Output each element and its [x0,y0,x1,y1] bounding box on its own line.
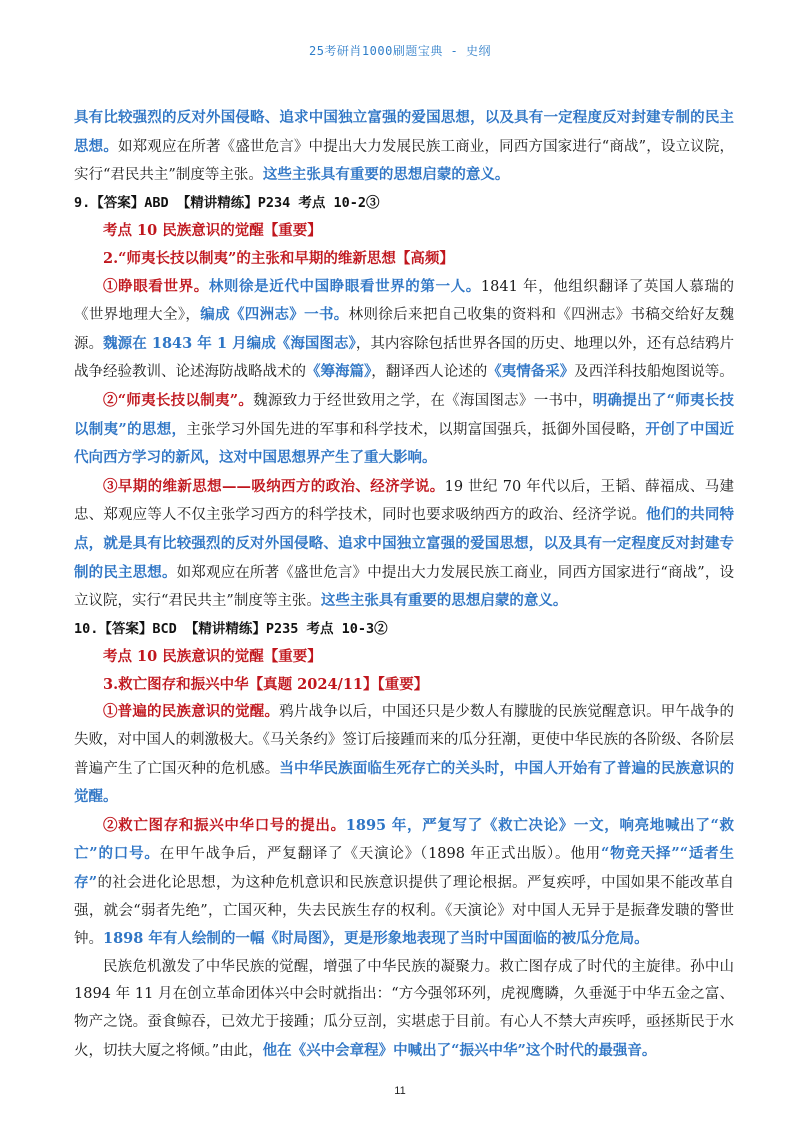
text-run: ②救亡图存和振兴中华口号的提出。 [103,816,346,834]
paragraph-lin-zexu [74,273,734,387]
text-run: 编成《四洲志》一书。 [200,306,349,324]
answer-10: 10.【答案】BCD 【精讲精练】P235 考点 10-3② [74,620,388,637]
text-run: 他在《兴中会章程》中喊出了“振兴中华”这个时代的最强音。 [262,1041,657,1059]
text-run: ，其内容除包括世界各国的历史、地理以外，还有总结鸦片战争经验教训、论述海防战略战术的 [74,335,735,381]
text-run: 《筹海篇》 [306,363,372,381]
text-run: 19 世纪 70 年代以后，王韬、薛福成、马建忠、郑观应等人不仅主张学习西方的科学技术，同时也要求吸纳西方的政治、经济学说。 [74,478,734,524]
text-run: 这些主张具有重要的思想启蒙的意义。 [262,166,510,184]
page-number: 11 [394,1085,406,1097]
text-run: 的社会进化论思想，为这种危机意识和民族意识提供了理论根据。严复疾呼，中国如果不能改革自强，就会“弱者先绝”，亡国灭种，失去民族生存的权利。《天演论》对中国人无异于是振聋发聩的警世钟。 [74,875,734,948]
text-run: 1895 年，严复写了《救亡决论》一文，响亮地喊出了“救亡”的口号。 [74,816,735,863]
text-run: 这些主张具有重要的思想启蒙的意义。 [320,592,568,610]
kp10-heading-b: 考点 10 民族意识的觉醒【重要】 [103,648,322,666]
text-run: 1898 年有人绘制的一幅《时局图》，更是形象地表现了当时中国面临的被瓜分危局。 [103,930,649,948]
text-run: 及西洋科技船炮图说等。 [574,364,734,381]
text-run: 《夷情备采》 [487,363,575,381]
subheading-2: 2.“师夷长技以制夷”的主张和早期的维新思想【高频】 [103,249,454,267]
text-run: 魏源致力于经世致用之学，在《海国图志》一书中， [253,392,593,409]
text-run: 如郑观应在所著《盛世危言》中提出大力发展民族工商业，同西方国家进行“商战”，设立议院，实行“君民共主”制度等主张。 [74,564,735,610]
text-run: 鸦片战争以后，中国还只是少数人有朦胧的民族觉醒意识。甲午战争的失败，对中国人的刺激极大。《马关条约》签订后接踵而来的瓜分狂潮，更使中华民族的各阶级、各阶层普遍产生了亡国灭种的危机感。 [74,704,735,777]
text-run: 民族危机激发了中华民族的觉醒，增强了中华民族的凝聚力。救亡图存成了时代的主旋律。孙中山 1894 年 11 月在创立革命团体兴中会时就指出：“方今强邻环列，虎视鹰瞵，久垂涎于中华五金之富、物产之饶。蚕食鲸吞，已效尤于接踵；瓜分豆剖，实堪虑于目前。有心人不禁大声疾呼，亟拯斯民于水火，切扶大厦之将倾。”由此， [74,958,734,1059]
text-run: 在甲午战争后，严复翻译了《天演论》（1898 年正式出版）。他用 [159,846,601,863]
text-run: 主张学习外国先进的军事和科学技术，以期富国强兵，抵御外国侵略， [186,421,646,438]
paragraph-early-reform [74,473,734,616]
text-run: 魏源在 1843 年 1 月编成《海国图志》 [103,334,356,352]
text-run: 当中华民族面临生死存亡的关头时，中国人开始有了普遍的民族意识的觉醒。 [74,759,735,806]
text-run: 如郑观应在所著《盛世危言》中提出大力发展民族工商业，同西方国家进行“商战”，设立议院，实行“君民共主”制度等主张。 [74,138,735,184]
text-run: 开创了中国近代向西方学习的新风，这对中国思想界产生了重大影响。 [74,420,735,467]
answer-9: 9.【答案】ABD 【精讲精练】P234 考点 10-2③ [74,194,380,211]
text-run: 林则徐是近代中国睁眼看世界的第一人。 [208,277,481,295]
paragraph-intro [74,104,734,190]
text-run: “物竞天择”“适者生存” [74,845,734,892]
kp10-heading-a: 考点 10 民族意识的觉醒【重要】 [103,222,322,240]
document-body [74,104,734,1065]
text-run: 1841 年，他组织翻译了英国人慕瑞的《世界地理大全》， [74,278,735,324]
text-run: ②“师夷长技以制夷”。 [103,391,254,409]
text-run: 林则徐后来把自己收集的资料和《四洲志》书稿交给好友魏源。 [74,307,735,352]
text-run: 具有比较强烈的反对外国侵略、追求中国独立富强的爱国思想，以及具有一定程度反对封建专制的民主思想。 [74,109,734,155]
text-run: ①睁眼看世界。 [103,277,209,295]
paragraph-sun-yatsen [74,954,734,1065]
paragraph-national-awareness [74,698,734,811]
paragraph-wei-yuan [74,387,734,473]
page-header: 25考研肖1000刷题宝典 - 史纲 [308,44,492,58]
paragraph-slogan [74,812,734,954]
subheading-3: 3.救亡图存和振兴中华【真题 2024/11】【重要】 [103,675,429,693]
text-run: ③早期的维新思想——吸纳西方的政治、经济学说。 [103,477,445,495]
text-run: ①普遍的民族意识的觉醒。 [103,703,280,721]
text-run: 明确提出了“师夷长技以制夷”的思想， [74,391,735,438]
text-run: ，翻译西人论述的 [371,364,488,381]
text-run: 他们的共同特点，就是具有比较强烈的反对外国侵略、追求中国独立富强的爱国思想，以及具有一定程度反对封建专制的民主思想。 [74,506,735,581]
